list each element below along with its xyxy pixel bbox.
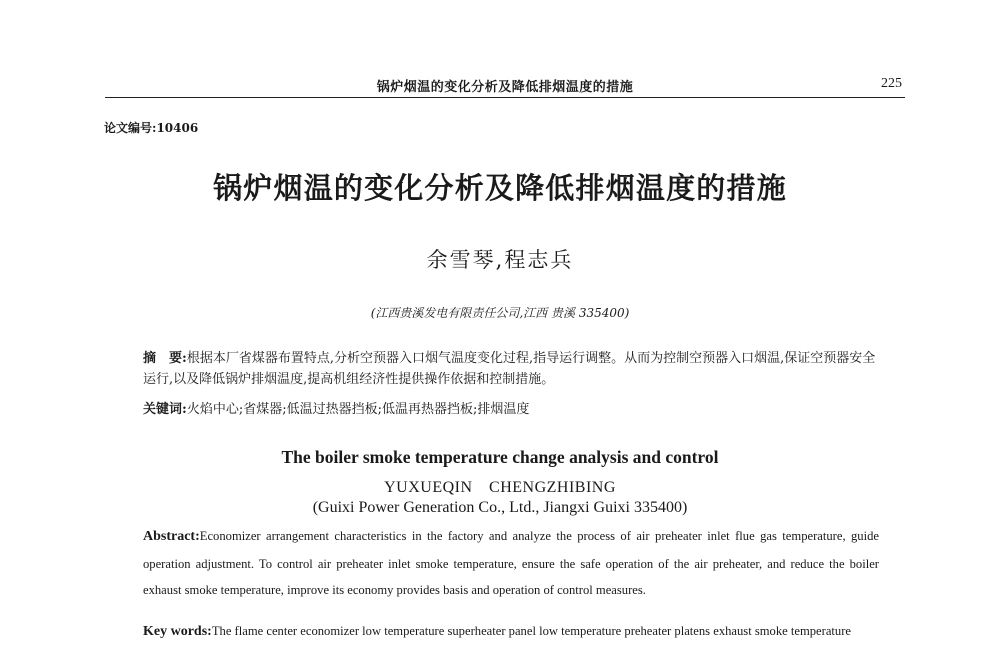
keywords-cn [143,398,881,417]
header-rule [105,97,905,98]
abstract-cn-label: 摘 要: [143,351,187,366]
affiliation-en: (Guixi Power Generation Co., Ltd., Jiangxi Guixi 335400) [312,499,688,516]
paper-number-separator: : [152,121,157,135]
authors-en: YUXUEQIN CHENGZHIBING [384,479,616,496]
affiliation-cn: (江西贵溪发电有限责任公司,江西 贵溪 335400) [370,306,630,320]
authors-cn: 余雪琴,程志兵 [426,248,574,272]
running-header [108,76,902,96]
abstract-cn-text: 根据本厂省煤器布置特点,分析空预器入口烟气温度变化过程,指导运行调整。从而为控制空预器入口烟温,保证空预器安全运行,以及降低锅炉排烟温度,提高机组经济性提供操作依据和控制措施。 [143,351,876,387]
keywords-cn-text: 火焰中心;省煤器;低温过热器挡板;低温再热器挡板;排烟温度 [186,402,530,417]
paper-title-cn: 锅炉烟温的变化分析及降低排烟温度的措施 [213,171,787,205]
page-number: 225 [881,76,902,91]
paper-number-value: 10406 [156,121,199,135]
keywords-en-text: The flame center economizer low temperature superheater panel low temperature preheater platens exhaust smoke temperature [211,624,852,638]
abstract-en [143,523,879,604]
running-title: 锅炉烟温的变化分析及降低排烟温度的措施 [376,80,634,95]
paper-number [104,119,198,136]
keywords-cn-label: 关键词: [143,402,187,417]
paper-number-label: 论文编号 [104,121,153,135]
keywords-en-label: Key words: [143,624,212,639]
abstract-cn [143,348,881,390]
abstract-en-label: Abstract: [143,529,200,544]
paper-title-en: The boiler smoke temperature change analysis and control [281,447,719,467]
keywords-en [143,618,879,645]
abstract-en-text: Economizer arrangement characteristics in the factory and analyze the process of air preheater inlet flue gas temperature, guide operation adjustment. To control air preheater inlet smoke temperature, ensure the safe operation of the air preheater, and reduce the boiler exhaust smoke temperature, improve its economy provides basis and operation of control measures. [143,529,879,597]
